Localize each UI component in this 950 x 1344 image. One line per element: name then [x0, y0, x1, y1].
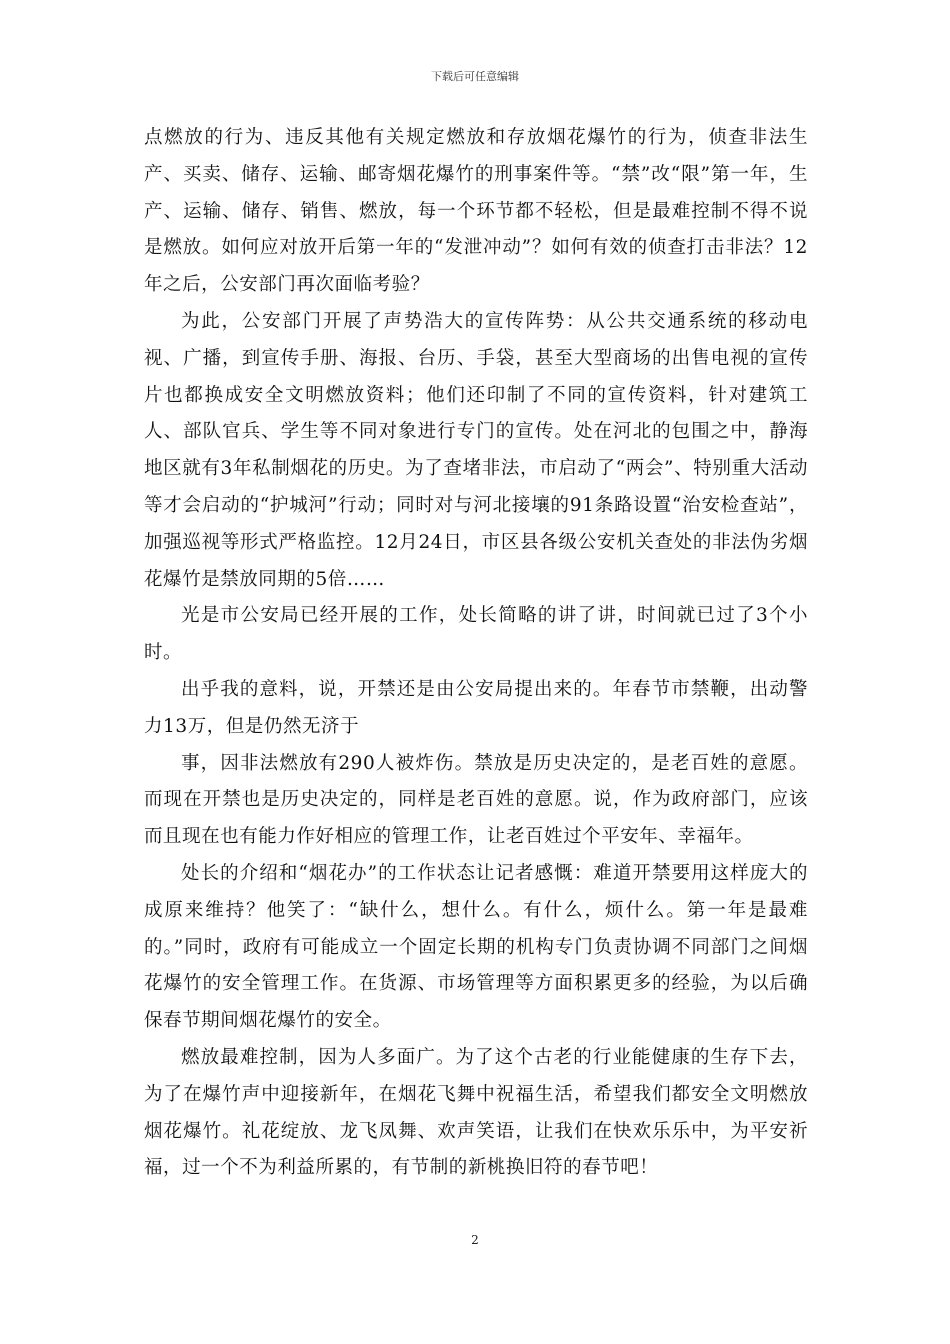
- paragraph-work-summary: 光是市公安局已经开展的工作，处长简略的讲了讲，时间就已过了3个小时。: [144, 605, 808, 664]
- paragraph-continued: 点燃放的行为、违反其他有关规定燃放和存放烟花爆竹的行为，侦查非法生产、买卖、储存、运输、邮寄烟花爆竹的刑事案件等。“禁”改“限”第一年，生产、运输、储存、销售、燃放，每一个环节都不轻松，但是最难控制不得不说是燃放。如何应对放开后第一年的“发泄冲动”？如何有效的侦查打击非法？12年之后，公安部门再次面临考验？: [144, 127, 808, 296]
- page-header: 下载后可任意编辑: [431, 70, 519, 83]
- paragraph-injuries: 事，因非法燃放有290人被炸伤。禁放是历史决定的，是老百姓的意愿。而现在开禁也是历史决定的，同样是老百姓的意愿。说，作为政府部门，应该而且现在也有能力作好相应的管理工作，让老百姓过个平安年、幸福年。: [144, 752, 808, 848]
- paragraph-publicity: 为此，公安部门开展了声势浩大的宣传阵势：从公共交通系统的移动电视、广播，到宣传手册、海报、台历、手袋，甚至大型商场的出售电视的宣传片也都换成安全文明燃放资料；他们还印制了不同的宣传资料，针对建筑工人、部队官兵、学生等不同对象进行专门的宣传。处在河北的包围之中，静海地区就有3年私制烟花的历史。为了查堵非法，市启动了“两会”、特别重大活动等才会启动的“护城河”行动；同时对与河北接壤的91条路设置“治安检查站”，加强巡视等形式严格监控。12月24日，市区县各级公安机关查处的非法伪劣烟花爆竹是禁放同期的5倍……: [144, 310, 808, 590]
- paragraph-lifting-ban: 出乎我的意料，说，开禁还是由公安局提出来的。年春节市禁鞭，出动警力13万，但是仍然无济于: [144, 678, 808, 737]
- page-number: 2: [471, 1233, 479, 1247]
- paragraph-conclusion: 燃放最难控制，因为人多面广。为了这个古老的行业能健康的生存下去，为了在爆竹声中迎接新年，在烟花飞舞中祝福生活，希望我们都安全文明燃放烟花爆竹。礼花绽放、龙飞凤舞、欢声笑语，让我们在快欢乐乐中，为平安祈福，过一个不为利益所累的，有节制的新桃换旧符的春节吧！: [144, 1046, 808, 1179]
- paragraph-director-remarks: 处长的介绍和“烟花办”的工作状态让记者感慨：难道开禁要用这样庞大的成原来维持？他笑了：“缺什么，想什么。有什么，烦什么。第一年是最难的。”同时，政府有可能成立一个固定长期的机构专门负责协调不同部门之间烟花爆竹的安全管理工作。在货源、市场管理等方面积累更多的经验，为以后确保春节期间烟花爆竹的安全。: [144, 862, 808, 1032]
- document-body: [144, 120, 808, 1187]
